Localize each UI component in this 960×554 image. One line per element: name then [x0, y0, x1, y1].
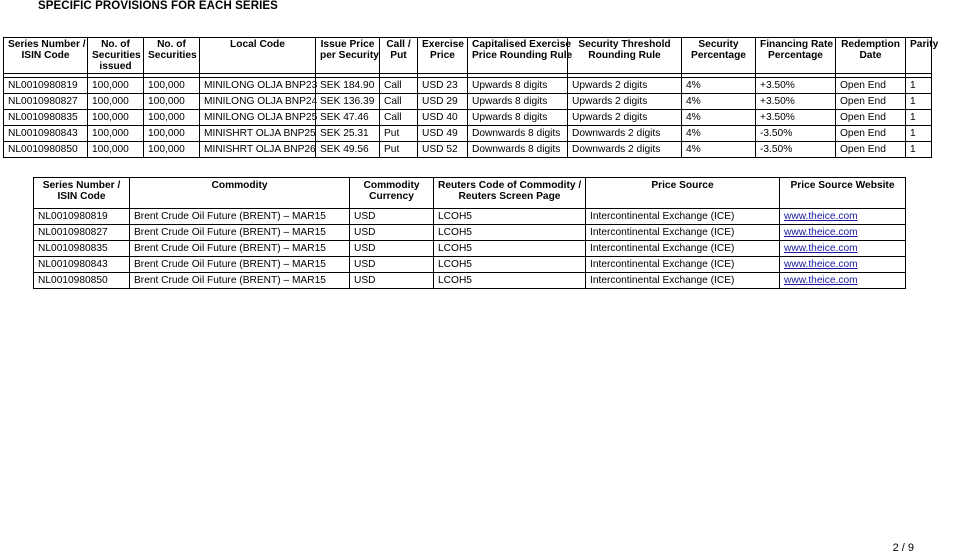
header-exercise-price: Exercise Price	[418, 38, 468, 74]
table-cell: Put	[380, 142, 418, 158]
table-cell: 100,000	[88, 142, 144, 158]
table-cell: SEK 25.31	[316, 126, 380, 142]
header-call-put: Call / Put	[380, 38, 418, 74]
table-cell: 4%	[682, 126, 756, 142]
table-cell: -3.50%	[756, 126, 836, 142]
header-commodity: Commodity	[130, 178, 350, 209]
table-cell: SEK 49.56	[316, 142, 380, 158]
header-price-source-website: Price Source Website	[780, 178, 906, 209]
table-cell: Intercontinental Exchange (ICE)	[586, 257, 780, 273]
table-cell: 4%	[682, 110, 756, 126]
price-source-link[interactable]: www.theice.com	[784, 227, 858, 238]
table-cell: +3.50%	[756, 78, 836, 94]
table-cell: Open End	[836, 126, 906, 142]
table-cell: Open End	[836, 94, 906, 110]
table-row	[34, 209, 906, 225]
header-reuters-code: Reuters Code of Commodity / Reuters Screen Page	[434, 178, 586, 209]
header-isin: Series Number / ISIN Code	[34, 178, 130, 209]
table-cell: Downwards 8 digits	[468, 142, 568, 158]
table-row	[4, 94, 932, 110]
table-cell	[780, 209, 906, 225]
header-commodity-currency: Commodity Currency	[350, 178, 434, 209]
table-cell: 1	[906, 142, 932, 158]
table-cell: Intercontinental Exchange (ICE)	[586, 225, 780, 241]
table-cell: MINISHRT OLJA BNP26	[200, 142, 316, 158]
header-capitalised-rounding: Capitalised Exercise Price Rounding Rule	[468, 38, 568, 74]
table-cell: USD 52	[418, 142, 468, 158]
table-cell	[780, 273, 906, 289]
table-cell: 100,000	[144, 110, 200, 126]
table-cell: NL0010980850	[34, 273, 130, 289]
table-cell: Upwards 8 digits	[468, 110, 568, 126]
table-cell: 1	[906, 126, 932, 142]
table-cell: LCOH5	[434, 273, 586, 289]
table-cell: Intercontinental Exchange (ICE)	[586, 241, 780, 257]
table-cell: Intercontinental Exchange (ICE)	[586, 273, 780, 289]
header-redemption-date: Redemption Date	[836, 38, 906, 74]
table-cell: NL0010980850	[4, 142, 88, 158]
table-cell: Brent Crude Oil Future (BRENT) – MAR15	[130, 209, 350, 225]
table-cell: 1	[906, 94, 932, 110]
table-cell: MINILONG OLJA BNP25	[200, 110, 316, 126]
table-header-row	[34, 178, 906, 209]
table-row	[34, 257, 906, 273]
table-cell: USD	[350, 209, 434, 225]
header-securities: No. of Securities	[144, 38, 200, 74]
table-cell: Upwards 2 digits	[568, 94, 682, 110]
table-row	[34, 273, 906, 289]
table-cell: +3.50%	[756, 94, 836, 110]
table-cell: Brent Crude Oil Future (BRENT) – MAR15	[130, 241, 350, 257]
table-cell: 4%	[682, 94, 756, 110]
table-cell: NL0010980827	[34, 225, 130, 241]
table-cell	[780, 241, 906, 257]
table-cell: Brent Crude Oil Future (BRENT) – MAR15	[130, 273, 350, 289]
table-cell: 1	[906, 78, 932, 94]
table-cell: -3.50%	[756, 142, 836, 158]
table-cell: Downwards 8 digits	[468, 126, 568, 142]
table-cell: 4%	[682, 142, 756, 158]
table-cell: USD 49	[418, 126, 468, 142]
table-row	[34, 225, 906, 241]
table-cell	[780, 225, 906, 241]
table-cell: Upwards 2 digits	[568, 78, 682, 94]
table-cell: USD	[350, 225, 434, 241]
table-cell	[780, 257, 906, 273]
table-cell: USD	[350, 257, 434, 273]
header-financing-rate: Financing Rate Percentage	[756, 38, 836, 74]
price-source-link[interactable]: www.theice.com	[784, 259, 858, 270]
commodity-table	[33, 177, 906, 289]
table-cell: SEK 136.39	[316, 94, 380, 110]
table-cell: USD 40	[418, 110, 468, 126]
table-cell: Call	[380, 94, 418, 110]
header-parity: Parity	[906, 38, 932, 74]
table-cell: NL0010980819	[34, 209, 130, 225]
table-row	[4, 142, 932, 158]
table-cell: MINILONG OLJA BNP23	[200, 78, 316, 94]
table-cell: Upwards 8 digits	[468, 78, 568, 94]
price-source-link[interactable]: www.theice.com	[784, 211, 858, 222]
table-row	[4, 78, 932, 94]
table-row	[4, 126, 932, 142]
header-isin: Series Number / ISIN Code	[4, 38, 88, 74]
table-cell: Brent Crude Oil Future (BRENT) – MAR15	[130, 257, 350, 273]
table-cell: LCOH5	[434, 257, 586, 273]
table-cell: Put	[380, 126, 418, 142]
table-cell: Call	[380, 78, 418, 94]
table-cell: NL0010980835	[34, 241, 130, 257]
table-cell: Call	[380, 110, 418, 126]
table-cell: Intercontinental Exchange (ICE)	[586, 209, 780, 225]
table-header-row	[4, 38, 932, 74]
price-source-link[interactable]: www.theice.com	[784, 243, 858, 254]
table-cell: MINISHRT OLJA BNP25	[200, 126, 316, 142]
table-cell: NL0010980843	[34, 257, 130, 273]
table-row	[4, 110, 932, 126]
page-number: 2 / 9	[892, 542, 914, 554]
table-cell: 100,000	[144, 142, 200, 158]
table-cell: USD 29	[418, 94, 468, 110]
table-cell: 100,000	[88, 126, 144, 142]
table-cell: 100,000	[144, 126, 200, 142]
series-provisions-table	[3, 37, 939, 158]
table-cell: 100,000	[88, 94, 144, 110]
table-cell: USD 23	[418, 78, 468, 94]
table-cell: SEK 184.90	[316, 78, 380, 94]
header-local-code: Local Code	[200, 38, 316, 74]
table-cell: NL0010980827	[4, 94, 88, 110]
table-cell: Open End	[836, 142, 906, 158]
table-cell: Downwards 2 digits	[568, 126, 682, 142]
table-cell: 100,000	[88, 78, 144, 94]
table-cell: 4%	[682, 78, 756, 94]
table-cell: Open End	[836, 78, 906, 94]
table-cell: Brent Crude Oil Future (BRENT) – MAR15	[130, 225, 350, 241]
table-cell: USD	[350, 241, 434, 257]
header-price-source: Price Source	[586, 178, 780, 209]
table-cell: SEK 47.46	[316, 110, 380, 126]
header-security-percentage: Security Percentage	[682, 38, 756, 74]
table-cell: 1	[906, 110, 932, 126]
table-cell: MINILONG OLJA BNP24	[200, 94, 316, 110]
section-heading: SPECIFIC PROVISIONS FOR EACH SERIES	[38, 0, 278, 12]
table-cell: Downwards 2 digits	[568, 142, 682, 158]
table-cell: Upwards 2 digits	[568, 110, 682, 126]
header-securities-issued: No. of Securities issued	[88, 38, 144, 74]
table-cell: Open End	[836, 110, 906, 126]
table-cell: LCOH5	[434, 225, 586, 241]
header-threshold-rounding: Security Threshold Rounding Rule	[568, 38, 682, 74]
table-cell: 100,000	[144, 78, 200, 94]
table-cell: 100,000	[144, 94, 200, 110]
table-cell: LCOH5	[434, 241, 586, 257]
table-cell: NL0010980843	[4, 126, 88, 142]
table-cell: 100,000	[88, 110, 144, 126]
table-cell: NL0010980819	[4, 78, 88, 94]
header-issue-price: Issue Price per Security	[316, 38, 380, 74]
table-cell: +3.50%	[756, 110, 836, 126]
price-source-link[interactable]: www.theice.com	[784, 275, 858, 286]
table-cell: NL0010980835	[4, 110, 88, 126]
table-cell: LCOH5	[434, 209, 586, 225]
table-cell: USD	[350, 273, 434, 289]
table-row	[34, 241, 906, 257]
table-cell: Upwards 8 digits	[468, 94, 568, 110]
